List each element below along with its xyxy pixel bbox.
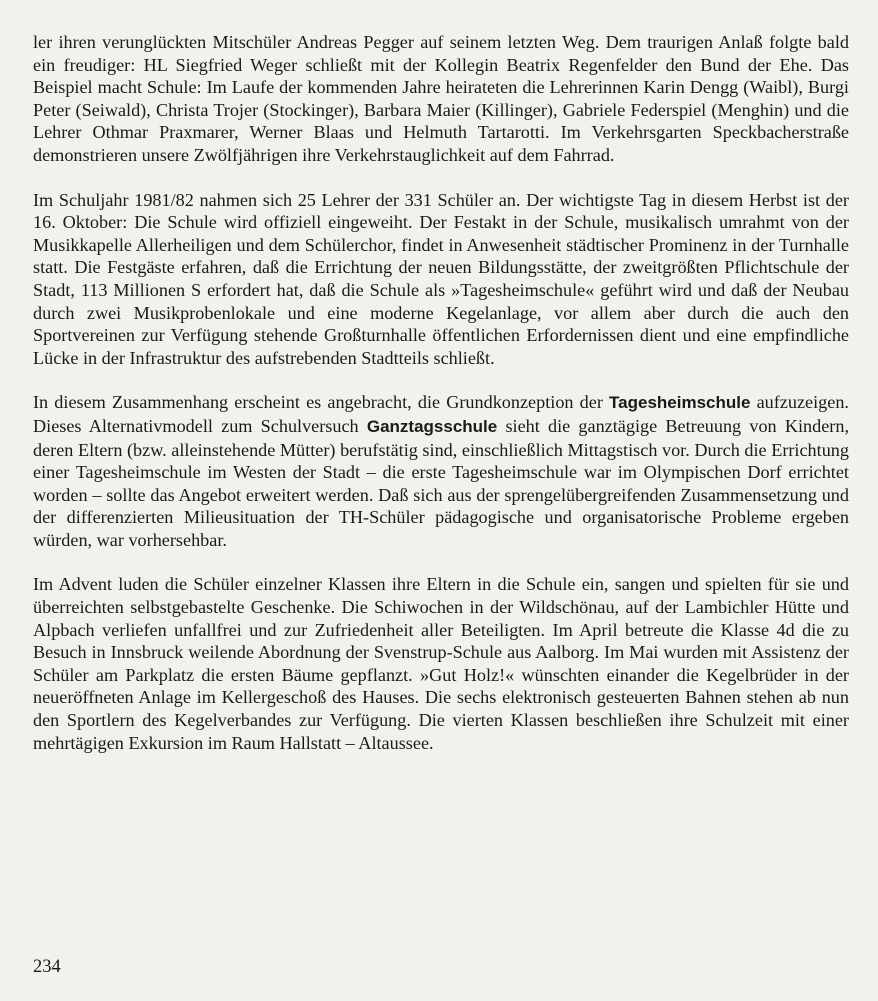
paragraph-4-text: Im Advent luden die Schüler einzelner Klassen ihre Eltern in die Schule ein, sangen und spielten für sie und überreichten selbstgebastelte Geschenke. Die Schiwochen in der Wildschönau, auf der Lambichler Hütte und Alpbach verliefen unfallfrei und zur Zufriedenheit aller Beteiligten. Im April betreute die Klasse 4d die zu Besuch in Innsbruck weilende Abordnung der Svenstrup-Schule aus Aalborg. Im Mai wurden mit Assistenz der Schüler am Parkplatz die ersten Bäume gepflanzt. »Gut Holz!« wünschten einander die Kegelbrüder in der neueröffneten Anlage im Kellergeschoß des Hauses. Die sechs elektronisch gesteuerten Bahnen stehen ab nun den Sportlern des Kegelverbandes zur Verfügung. Die vierten Klassen beschließen ihre Schulzeit mit einer mehrtägigen Exkursion im Raum Hallstatt – Altaussee.	[33, 574, 849, 753]
page-number: 234	[33, 957, 61, 977]
paragraph-3-text-a: In diesem Zusammenhang erscheint es angebracht, die Grundkonzeption der	[33, 392, 610, 413]
paragraph-2-text: Im Schuljahr 1981/82 nahmen sich 25 Lehrer der 331 Schüler an. Der wichtigste Tag in diesem Herbst ist der 16. Oktober: Die Schule wird offiziell eingeweiht. Der Festakt in der Schule, musikalisch umrahmt von der Musikkapelle Allerheiligen und dem Schülerchor, findet in Anwesenheit städtischer Prominenz in der Turnhalle statt. Die Festgäste erfahren, daß die Errichtung der neuen Bildungsstätte, der zweitgrößten Pflichtschule der Stadt, 113 Millionen S erfordert hat, daß die Schule als »Tagesheimschule« geführt wird und daß der Neubau durch zwei Musikprobenlokale und eine moderne Kegelanlage, vor allem aber durch die auch den Sportvereinen zur Verfügung stehende Großturnhalle öffentlichen Erfordernissen dient und eine empfindliche Lücke in der Infrastruktur des aufstrebenden Stadtteils schließt.	[33, 189, 849, 368]
paragraph-3	[33, 391, 849, 551]
term-tagesheimschule: Tagesheimschule	[609, 393, 751, 413]
paragraph-2	[33, 189, 849, 370]
paragraph-3-text-b: aufzuzeigen. Dieses Alternativmodell zum Schulversuch	[33, 392, 849, 436]
body-text	[33, 31, 849, 776]
term-ganztagsschule: Ganztagsschule	[366, 416, 498, 436]
paragraph-4	[33, 573, 849, 754]
paragraph-1-text: ler ihren verunglückten Mitschüler Andreas Pegger auf seinem letzten Weg. Dem traurigen Anlaß folgte bald ein freudiger: HL Siegfried Weger schließt mit der Kollegin Beatrix Regenfelder den Bund der Ehe. Das Beispiel macht Schule: Im Laufe der kommenden Jahre heirateten die Lehrerinnen Karin Dengg (Waibl), Burgi Peter (Seiwald), Christa Trojer (Stockinger), Barbara Maier (Killinger), Gabriele Federspiel (Menghin) und die Lehrer Othmar Praxmarer, Werner Blaas und Helmuth Tartarotti. Im Verkehrsgarten Speckbacherstraße demonstrieren unsere Zwölfjährigen ihre Verkehrstauglichkeit auf dem Fahrrad.	[33, 32, 849, 165]
paragraph-3-text-c: sieht die ganztägige Betreuung von Kindern, deren Eltern (bzw. alleinstehende Mütter) berufstätig sind, einschließlich Mittagstisch vor. Durch die Errichtung einer Tagesheimschule im Westen der Stadt – die erste Tagesheimschule war im Olympischen Dorf errichtet worden – sollte das Angebot erweitert werden. Daß sich aus der sprengelübergreifenden Zusammensetzung und der differenzierten Milieusituation der TH-Schüler pädagogische und organisatorische Probleme ergeben würden, war vorhersehbar.	[33, 415, 849, 550]
paragraph-1	[33, 31, 849, 167]
